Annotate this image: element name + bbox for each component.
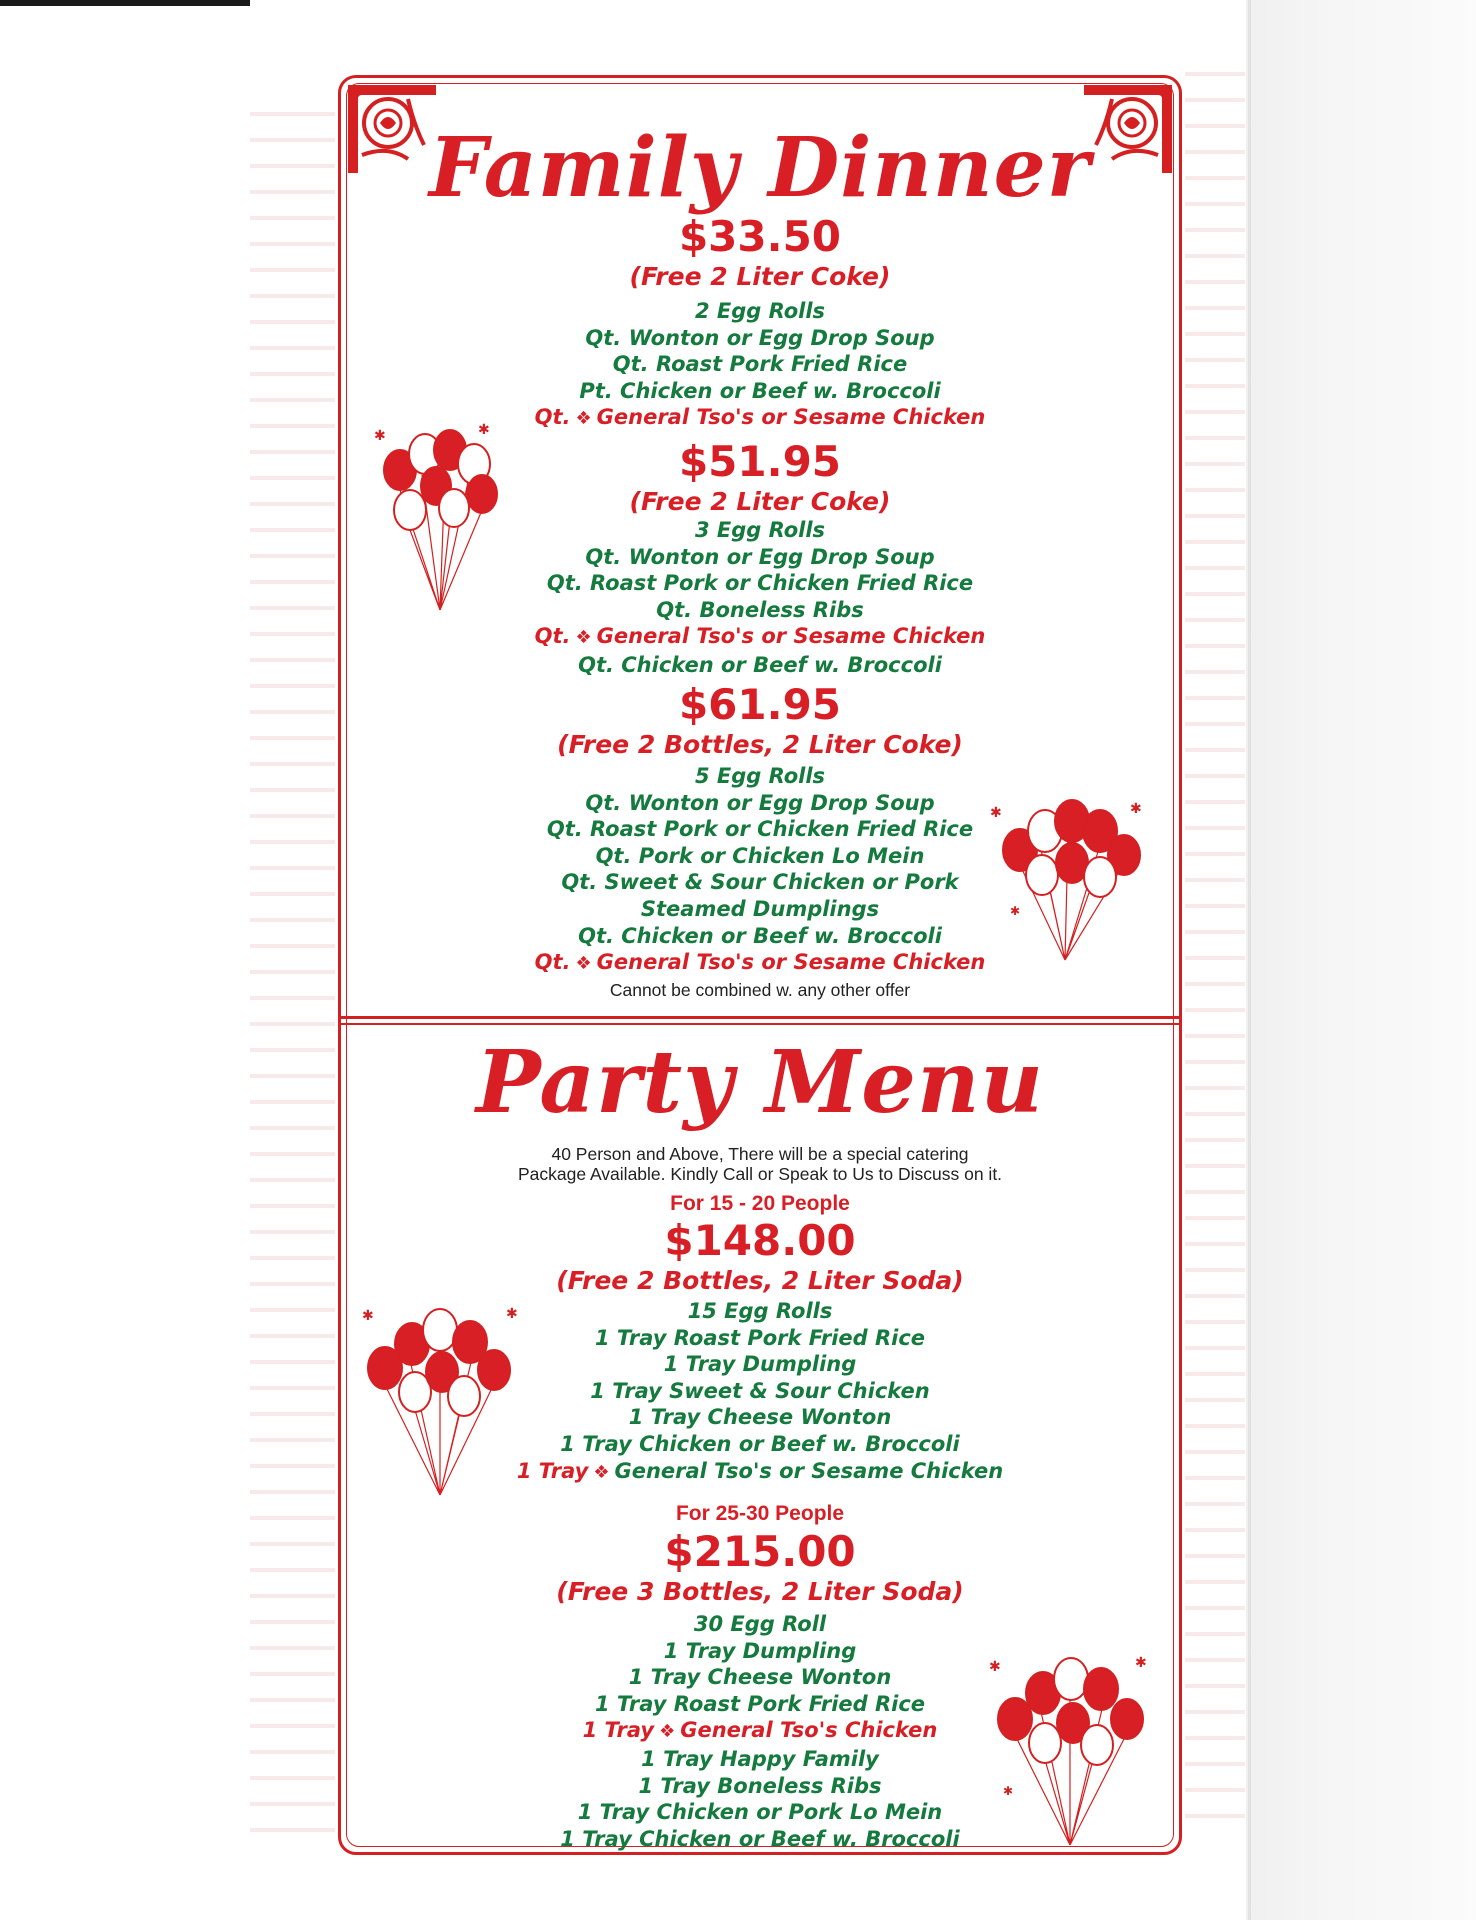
menu-item: 5 Egg Rolls	[694, 764, 826, 788]
menu-item: Qt. Roast Pork or Chicken Fried Rice	[546, 817, 974, 842]
special-prefix: 1 Tray	[582, 1718, 655, 1743]
menu-item: 1 Tray Dumpling	[663, 1638, 857, 1663]
section-divider-2	[341, 1023, 1179, 1025]
family-dinner-title: Family Dinner	[429, 120, 1091, 216]
package-1-price: $33.50	[678, 212, 842, 261]
party-2-people: For 25-30 People	[675, 1502, 845, 1525]
menu-item: 1 Tray Dumpling	[663, 1352, 857, 1377]
menu-item: Qt. Sweet & Sour Chicken or Pork	[561, 870, 959, 895]
menu-item: 1 Tray Happy Family	[641, 1746, 879, 1771]
section-divider	[341, 1016, 1179, 1019]
balloon-bunch-icon	[985, 1645, 1155, 1850]
menu-item: 1 Tray Cheese Wonton	[628, 1665, 892, 1690]
package-2-price: $51.95	[678, 437, 842, 486]
menu-item-special	[341, 623, 1179, 652]
special-text: General Tso's or Sesame Chicken	[596, 950, 986, 975]
special-text: General Tso's or Sesame Chicken	[596, 405, 986, 430]
chili-pepper-icon: ❖	[593, 1461, 610, 1483]
bleed-through-right	[1185, 60, 1245, 1820]
menu-item: 1 Tray Boneless Ribs	[638, 1773, 882, 1798]
chili-pepper-icon: ❖	[659, 1721, 676, 1743]
package-3-note: (Free 2 Bottles, 2 Liter Coke)	[557, 730, 963, 759]
party-2-price: $215.00	[664, 1527, 856, 1576]
chili-pepper-icon: ❖	[575, 953, 592, 975]
svg-text:✱: ✱	[506, 1305, 518, 1321]
menu-item: Qt. Wonton or Egg Drop Soup	[585, 790, 935, 815]
svg-text:✱: ✱	[1130, 800, 1142, 816]
menu-item: 3 Egg Rolls	[694, 518, 826, 542]
scan-edge-left	[0, 0, 250, 6]
svg-text:✱: ✱	[374, 427, 386, 443]
svg-text:✱: ✱	[1003, 1784, 1014, 1798]
menu-item: 1 Tray Chicken or Beef w. Broccoli	[560, 1431, 960, 1456]
svg-text:✱: ✱	[1135, 1654, 1147, 1670]
menu-item: 1 Tray Chicken or Beef w. Broccoli	[560, 1826, 960, 1851]
menu-item: 1 Tray Cheese Wonton	[628, 1405, 892, 1430]
party-1-price: $148.00	[664, 1216, 856, 1265]
svg-text:✱: ✱	[990, 804, 1002, 820]
svg-text:✱: ✱	[989, 1658, 1001, 1674]
special-prefix: Qt.	[534, 950, 571, 975]
party-menu-title: Party Menu	[476, 1032, 1044, 1133]
menu-item: Steamed Dumplings	[640, 896, 880, 921]
menu-item: 1 Tray Sweet & Sour Chicken	[590, 1378, 930, 1403]
menu-item: Qt. Roast Pork or Chicken Fried Rice	[546, 571, 974, 596]
party-1-note: (Free 2 Bottles, 2 Liter Soda)	[556, 1266, 964, 1295]
menu-item: Qt. Wonton or Egg Drop Soup	[585, 325, 935, 350]
svg-text:✱: ✱	[478, 421, 490, 437]
balloon-bunch-icon	[360, 1300, 520, 1500]
svg-text:✱: ✱	[1010, 904, 1021, 918]
package-3-price: $61.95	[678, 680, 842, 729]
chili-pepper-icon: ❖	[575, 408, 592, 430]
special-text: General Tso's or Sesame Chicken	[614, 1458, 1004, 1483]
special-prefix: Qt.	[534, 624, 571, 649]
bleed-through-left	[250, 100, 335, 1850]
menu-item: 1 Tray Roast Pork Fried Rice	[594, 1691, 926, 1716]
special-text: General Tso's Chicken	[680, 1718, 938, 1743]
page-shadow	[1246, 0, 1476, 1920]
svg-text:✱: ✱	[362, 1307, 374, 1323]
menu-item: Pt. Chicken or Beef w. Broccoli	[579, 378, 941, 403]
special-text: General Tso's or Sesame Chicken	[596, 624, 986, 649]
menu-item: Qt. Roast Pork Fried Rice	[612, 352, 908, 377]
package-1-note: (Free 2 Liter Coke)	[629, 262, 891, 291]
party-1-people: For 15 - 20 People	[670, 1192, 850, 1215]
menu-item: Qt. Boneless Ribs	[656, 597, 864, 622]
menu-item: 2 Egg Rolls	[694, 299, 826, 323]
disclaimer: Cannot be combined w. any other offer	[609, 980, 911, 1000]
menu-item: Qt. Pork or Chicken Lo Mein	[595, 843, 925, 868]
page-fold-line	[1248, 0, 1251, 1920]
catering-note-line-2: Package Available. Kindly Call or Speak to Us to Discuss on it.	[517, 1164, 1003, 1184]
menu-item: Qt. Chicken or Beef w. Broccoli	[578, 652, 942, 677]
chili-pepper-icon: ❖	[575, 627, 592, 649]
menu-item: 30 Egg Roll	[693, 1612, 827, 1636]
menu-item: 15 Egg Rolls	[687, 1299, 833, 1323]
balloon-bunch-icon	[990, 795, 1150, 965]
menu-item: 1 Tray Chicken or Pork Lo Mein	[577, 1800, 943, 1825]
catering-note-line-1: 40 Person and Above, There will be a special catering	[551, 1144, 969, 1164]
package-1-items	[341, 298, 1179, 433]
party-2-note: (Free 3 Bottles, 2 Liter Soda)	[556, 1577, 964, 1606]
balloon-bunch-icon	[370, 420, 500, 620]
special-prefix: Qt.	[534, 405, 571, 430]
package-2-note: (Free 2 Liter Coke)	[629, 487, 891, 516]
menu-item: Qt. Chicken or Beef w. Broccoli	[578, 923, 942, 948]
menu-item: 1 Tray Roast Pork Fried Rice	[594, 1325, 926, 1350]
special-prefix: 1 Tray	[516, 1458, 589, 1483]
menu-item: Qt. Wonton or Egg Drop Soup	[585, 544, 935, 569]
